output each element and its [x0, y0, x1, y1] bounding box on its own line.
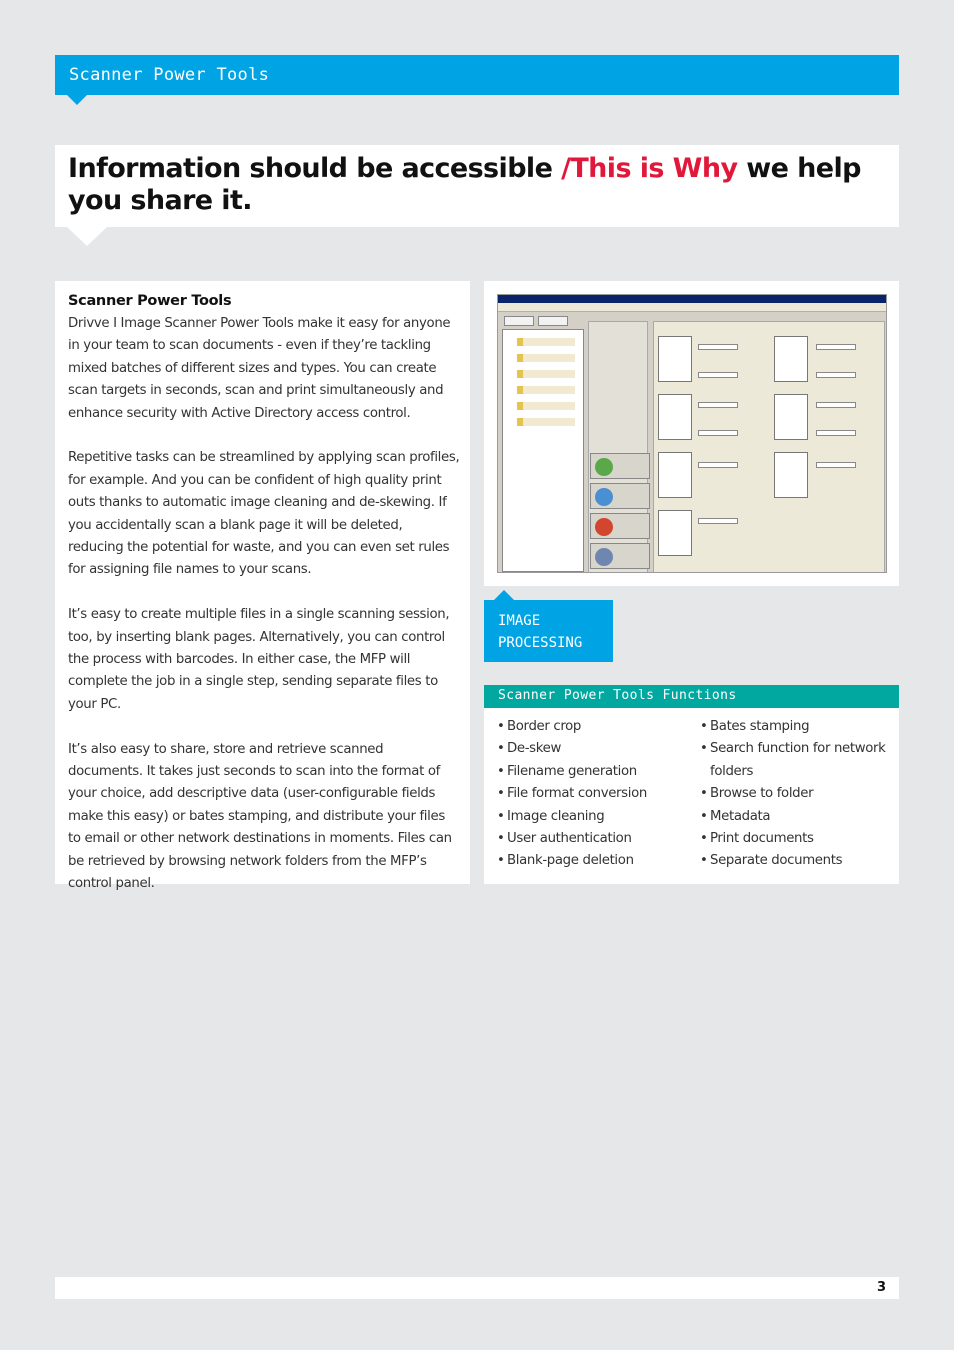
page-thumbnail-icon [658, 336, 692, 382]
option-field [698, 518, 738, 524]
list-item-text: Print documents [710, 831, 814, 847]
headline-box [55, 145, 899, 227]
header-notch-icon [67, 95, 87, 105]
section-header-label: Scanner Power Tools [69, 65, 270, 85]
screenshot-caption [498, 610, 608, 654]
screenshot-folder-tree [502, 329, 584, 572]
page-headline [68, 153, 868, 217]
page-thumbnail-icon [774, 336, 808, 382]
headline-part-2: we help you share it. [68, 153, 861, 216]
bullet-icon: • [700, 853, 708, 869]
headline-accent: /This is Why [561, 153, 738, 184]
option-field [698, 372, 738, 378]
caption-line-1: IMAGE [498, 613, 541, 629]
page-number: 3 [876, 1280, 886, 1295]
list-item-text: Browse to folder [710, 786, 814, 802]
list-item [700, 738, 890, 783]
page-thumbnail-icon [774, 394, 808, 440]
option-field [698, 402, 738, 408]
bullet-icon: • [497, 763, 505, 779]
screenshot-titlebar [498, 295, 886, 303]
image-processing-screenshot [497, 294, 887, 573]
caption-line-2: PROCESSING [498, 635, 583, 651]
tree-row [517, 418, 575, 426]
page-thumbnail-icon [658, 452, 692, 498]
option-field [816, 372, 856, 378]
list-item [700, 850, 890, 872]
bullet-icon: • [497, 741, 505, 757]
functions-title: Scanner Power Tools Functions [498, 688, 737, 703]
bullet-icon: • [700, 786, 708, 802]
list-item-text: File format conversion [507, 786, 647, 802]
section-header-bar [55, 55, 899, 95]
screenshot-add-button [504, 316, 534, 326]
list-item [497, 738, 687, 760]
badge-notch-icon [494, 590, 514, 600]
bullet-icon: • [497, 808, 505, 824]
functions-list-right [700, 716, 890, 873]
tree-row [517, 370, 575, 378]
body-paragraph: Repetitive tasks can be streamlined by applying scan profiles, for example. And you can be confident of high quality print outs thanks to automatic image cleaning and de-skewing. If you accidentally scan a blank page it will be deleted, reducing the potential for waste, and you can even set rules for assigning file names to your scans. [68, 450, 460, 578]
bullet-icon: • [700, 741, 708, 757]
tree-row [517, 402, 575, 410]
body-paragraph: It’s also easy to share, store and retrieve scanned documents. It takes just seconds to scan into the format of your choice, add descriptive data (user-configurable fields make this easy) or bates stamping, and distribute your files to email or other network destinations in moments. Files can be retrieved by browsing network folders from the MFP’s control panel. [68, 741, 452, 892]
option-field [816, 462, 856, 468]
screenshot-main-pane [653, 321, 885, 573]
list-item [700, 716, 890, 738]
list-item-text: Filename generation [507, 763, 637, 779]
screenshot-options-button [590, 543, 650, 569]
headline-part-1: Information should be accessible [68, 153, 562, 184]
list-item [497, 761, 687, 783]
option-field [816, 344, 856, 350]
bullet-icon: • [497, 786, 505, 802]
bullet-icon: • [497, 719, 505, 734]
option-field [698, 462, 738, 468]
body-paragraph: Drivve I Image Scanner Power Tools make it easy for anyone in your team to scan documents - even if they’re tackling mixed batches of different sizes and types. You can create scan targets in seconds, scan and print simultaneously and enhance security with Active Directory access control. [68, 316, 451, 421]
list-item [497, 806, 687, 828]
list-item [497, 850, 687, 872]
tree-row [517, 338, 575, 346]
list-item-text: Search function for network folders [710, 741, 886, 779]
list-item-text: Bates stamping [710, 719, 810, 734]
list-item-text: Separate documents [710, 853, 843, 869]
bullet-icon: • [497, 831, 505, 847]
bullet-icon: • [700, 831, 708, 847]
page-thumbnail-icon [658, 394, 692, 440]
functions-header [484, 685, 899, 708]
option-field [698, 430, 738, 436]
bullet-icon: • [700, 808, 708, 824]
tree-row [517, 354, 575, 362]
screenshot-menubar [498, 303, 886, 312]
screenshot-input-button [590, 453, 650, 479]
option-field [698, 344, 738, 350]
list-item [497, 783, 687, 805]
screenshot-caption-badge [484, 600, 613, 662]
functions-list-left [497, 716, 687, 873]
screenshot-panel [484, 281, 899, 586]
list-item-text: Blank-page deletion [507, 853, 634, 869]
list-item [700, 828, 890, 850]
screenshot-processing-button [590, 483, 650, 509]
page-footer [55, 1277, 899, 1299]
tree-row [517, 386, 575, 394]
list-item-text: User authentication [507, 831, 632, 847]
functions-box [484, 685, 899, 884]
list-item [497, 716, 687, 738]
screenshot-output-button [590, 513, 650, 539]
headline-notch-icon [67, 227, 107, 246]
bullet-icon: • [497, 853, 505, 869]
body-text-column [55, 281, 470, 892]
page-thumbnail-icon [658, 510, 692, 556]
body-title: Scanner Power Tools [68, 293, 232, 309]
page-thumbnail-icon [774, 452, 808, 498]
bullet-icon: • [700, 719, 708, 734]
list-item [700, 783, 890, 805]
list-item-text: Border crop [507, 719, 582, 734]
list-item-text: De-skew [507, 741, 561, 757]
list-item [497, 828, 687, 850]
option-field [816, 402, 856, 408]
body-paragraph: It’s easy to create multiple files in a single scanning session, too, by inserting blank pages. Alternatively, you can control the process with barcodes. In either case, the MFP will complete the job in a single step, sending separate files to your PC. [68, 607, 450, 712]
option-field [816, 430, 856, 436]
list-item-text: Metadata [710, 808, 771, 824]
list-item [700, 806, 890, 828]
screenshot-delete-button [538, 316, 568, 326]
list-item-text: Image cleaning [507, 808, 605, 824]
